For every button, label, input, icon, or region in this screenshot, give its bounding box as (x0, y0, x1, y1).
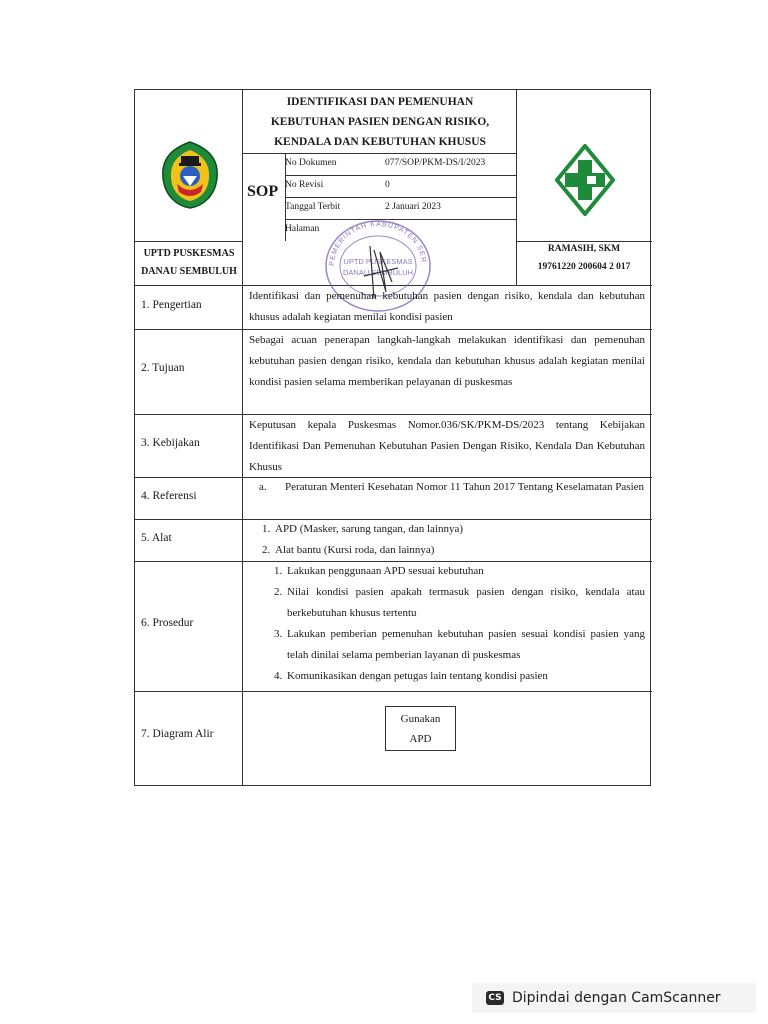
section-label-tujuan: 2. Tujuan (141, 362, 185, 374)
referensi-marker: a. (259, 481, 267, 493)
org-line: UPTD PUSKESMAS (143, 248, 235, 259)
prosedur-list (261, 561, 645, 687)
section-label-prosedur: 6. Prosedur (141, 617, 194, 629)
prosedur-item: 3. Lakukan pemberian pemenuhan kebutuhan pasien sesuai kondisi pasien yang telah dinilai selama pemberian layanan di puskesmas (285, 624, 645, 666)
camscanner-icon: CS (486, 991, 504, 1005)
signer-nip: 19761220 200604 2 017 (537, 262, 631, 272)
row-divider (242, 153, 516, 154)
row-divider (135, 241, 242, 242)
sop-document (134, 89, 651, 786)
district-emblem-icon (159, 140, 221, 210)
section-label-alat: 5. Alat (141, 532, 172, 544)
stamp-outer-text: PEMERINTAH KABUPATEN SER (328, 220, 427, 267)
scanner-watermark (472, 983, 756, 1013)
referensi-item (249, 477, 645, 498)
signer-name: RAMASIH, SKM (547, 244, 621, 254)
alat-item: 1. APD (Masker, sarung tangan, dan lainnya) (273, 519, 645, 540)
puskesmas-cross-icon (555, 144, 615, 216)
prosedur-item: 1. Lakukan penggunaan APD sesuai kebutuhan (285, 561, 645, 582)
section-label-referensi: 4. Referensi (141, 490, 197, 502)
row-divider (135, 691, 652, 692)
organization-name (139, 245, 239, 281)
prosedur-item: 4. Komunikasikan dengan petugas lain tentang kondisi pasien (285, 666, 645, 687)
sop-label: SOP (247, 183, 279, 200)
puskesmas-logo (555, 144, 615, 216)
signer-block (517, 240, 651, 276)
alat-item: 2. Alat bantu (Kursi roda, dan lainnya) (273, 540, 645, 561)
prosedur-item: 2. Nilai kondisi pasien apakah termasuk pasien dengan risiko, kendala atau berkebutuhan khusus tertentu (285, 582, 645, 624)
stamp-inner-line: UPTD PUSKESMAS (343, 257, 413, 266)
meta-label: Tanggal Terbit (285, 202, 341, 212)
org-line: DANAU SEMBULUH (141, 266, 237, 277)
section-label-pengertian: 1. Pengertian (141, 299, 202, 311)
title-line: IDENTIFIKASI DAN PEMENUHAN (286, 96, 474, 108)
section-label-kebijakan: 3. Kebijakan (141, 437, 200, 449)
title-line: KENDALA DAN KEBUTUHAN KHUSUS (274, 136, 486, 148)
meta-value: 077/SOP/PKM-DS/I/2023 (385, 158, 486, 168)
title-line: KEBUTUHAN PASIEN DENGAN RISIKO, (270, 116, 490, 128)
meta-label: No Revisi (285, 180, 324, 190)
flowchart-step-line: APD (409, 733, 432, 745)
row-divider (285, 175, 516, 176)
kebijakan-text: Keputusan kepala Puskesmas Nomor.036/SK/PKM-DS/2023 tentang Kebijakan Identifikasi Dan Pemenuhan Kebutuhan Pasien Dengan Risiko, Kendala Dan Kebutuhan Khusus (249, 419, 645, 473)
meta-value: 2 Januari 2023 (385, 202, 441, 212)
stamp-inner-line: DANAU SEMBULUH (342, 268, 414, 277)
scanner-text: Dipindai dengan CamScanner (512, 990, 721, 1006)
row-divider (285, 197, 516, 198)
flowchart-step-line: Gunakan (400, 713, 441, 725)
district-logo (159, 140, 221, 210)
flowchart-step-box (385, 706, 456, 751)
document-title (245, 92, 515, 152)
referensi-text: Peraturan Menteri Kesehatan Nomor 11 Tahun 2017 Tentang Keselamatan Pasien (285, 481, 645, 493)
column-divider (242, 90, 243, 786)
meta-label: Halaman (285, 224, 320, 234)
meta-value: 0 (385, 180, 390, 190)
alat-list (249, 519, 645, 561)
pengertian-text: Identifikasi dan pemenuhan kebutuhan pasien dengan risiko, kendala dan kebutuhan khusus adalah kegiatan menilai kondisi pasien (249, 290, 645, 323)
meta-label: No Dokumen (285, 158, 337, 168)
section-label-diagram: 7. Diagram Alir (141, 728, 214, 740)
tujuan-text: Sebagai acuan penerapan langkah-langkah melakukan identifikasi dan pemenuhan kebutuhan pasien dengan risiko, kendala dan kebutuhan khusus adalah kegiatan menilai kondisi pasien selama memberikan pelayanan di puskesmas (249, 334, 645, 388)
